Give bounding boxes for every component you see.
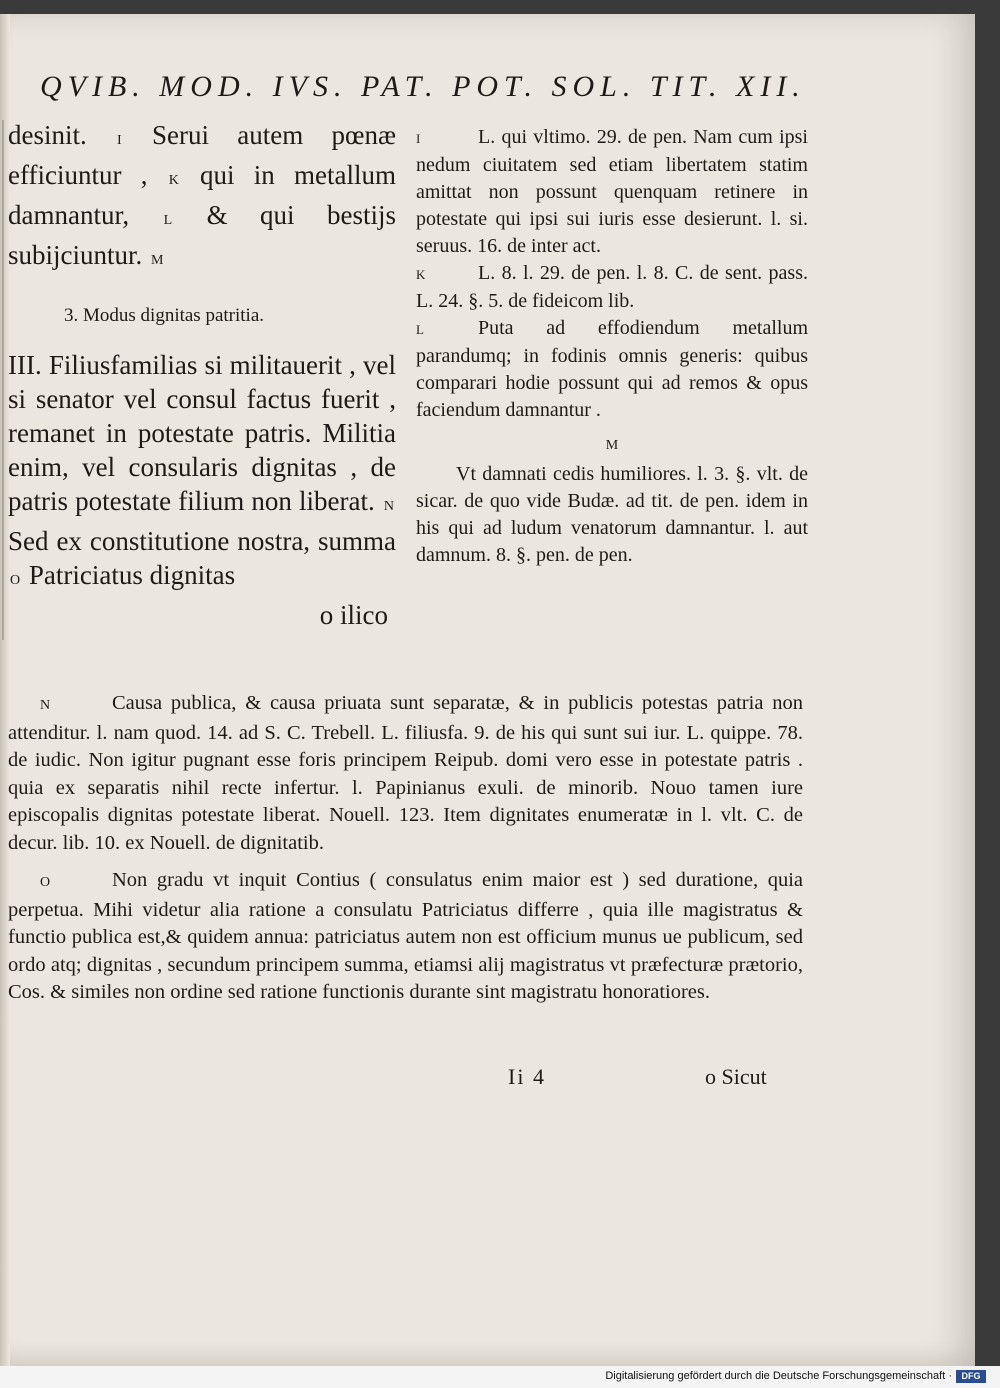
note-label: N	[40, 698, 51, 713]
text-span: Sed ex constitutione nostra, summa	[8, 526, 396, 556]
continuation-line: o ilico	[319, 600, 388, 630]
note-label: O	[40, 875, 51, 890]
text-span: Serui autem pœnæ efficiuntur ,	[8, 120, 397, 190]
side-note-i	[416, 124, 808, 260]
main-text-column	[8, 118, 396, 632]
note-marker-k: K	[168, 173, 179, 188]
text-span: Patriciatus dignitas	[28, 560, 236, 590]
footnote-o	[8, 867, 803, 1007]
side-note-m: Vt damnati cedis humiliores. l. 3. §. vlt. de sicar. de quo vide Budæ. ad tit. de pen. idem in his qui ad ludum venatorum damnantur. l. aut damnum. 8. §. pen. de pen.	[416, 463, 808, 566]
funding-notice: Digitalisierung gefördert durch die Deutsche Forschungsgemeinschaft ·	[605, 1370, 952, 1382]
note-text: L. 8. l. 29. de pen. l. 8. C. de sent. pass. L. 24. §. 5. de fideicom lib.	[416, 262, 808, 312]
note-marker-o: O	[10, 573, 21, 588]
signature-mark: Ii 4	[508, 1064, 546, 1089]
note-marker-l: L	[163, 213, 173, 228]
footnotes-block	[8, 690, 803, 1017]
note-label: I	[416, 131, 421, 146]
footnote-n	[8, 690, 803, 857]
text-span: & qui bestijs subijciuntur.	[8, 200, 397, 270]
note-text: Puta ad effodiendum metallum parandumq; in fodinis omnis generis: quibus comparari hodie possunt qui ad remos & opus faciendum damnantur .	[416, 317, 808, 421]
note-label: L	[416, 322, 424, 337]
note-marker-i: I	[117, 133, 122, 148]
digitization-footer	[0, 1366, 1000, 1388]
section-heading: 3. Modus dignitas patritia.	[64, 305, 265, 326]
note-marker-n: N	[383, 499, 394, 514]
note-marker-m: M	[151, 253, 164, 268]
note-text: Causa publica, & causa priuata sunt separatæ, & in publicis potestas patria non attenditur. l. nam quod. 14. ad S. C. Trebell. L. filiusfa. 9. de his qui sunt sui iur. L. quippe. 78. de iudic. Non igitur pugnant esse foris principem Reipub. domi vero esse in potestate patris . quia ex separatis nihil recte infertur. l. Papinianus exuli. de minorib. Nouo tamen iure episcopalis dignitas potestate liberat. Nouell. 123. Item dignitates enumeratæ in l. vlt. C. de decur. lib. 10. ex Nouell. de dignitatib.	[8, 692, 803, 854]
note-label-centered: M	[605, 438, 619, 453]
note-text: L. qui vltimo. 29. de pen. Nam cum ipsi nedum ciuitatem sed etiam libertatem statim amittat non possunt quenquam retinere in potestate qui ipsi sui iuris esse desierunt. l. si. seruus. 16. de inter act.	[416, 126, 808, 257]
text-span: qui in metallum damnantur,	[8, 160, 396, 230]
note-label: K	[416, 267, 426, 282]
text-span: desinit.	[8, 120, 87, 150]
catchword: o Sicut	[705, 1064, 767, 1089]
column-rule	[2, 120, 4, 640]
running-title: QVIB. MOD. IVS. PAT. POT. SOL. TIT. XII.	[40, 70, 806, 103]
main-paragraph-1	[8, 118, 396, 278]
side-note-l	[416, 315, 808, 424]
note-text: Non gradu vt inquit Contius ( consulatus enim maior est ) sed duratione, quia perpetua. Mihi videtur alia ratione a consulatu Patriciatus differre , quia ille magistratus & functio publica est,& quidem annua: patriciatus autem non est officium munus ue publicum, sed ordo atq; dignitas , secundum principem summa, etiamsi alij magistratus vt præfecturæ prætorio, Cos. & similes non ordine sed ratione functionis durante sint magistratu honoratiores.	[8, 869, 803, 1003]
text-span: III. Filiusfamilias si militauerit , vel si senator vel consul factus fuerit , remanet in potestate patris. Militia enim, vel consularis dignitas , de patris potestate filium non liberat.	[8, 350, 396, 516]
side-note-k	[416, 260, 808, 315]
main-paragraph-2	[8, 348, 396, 598]
dfg-logo: DFG	[956, 1370, 986, 1383]
side-notes-column	[416, 124, 808, 569]
